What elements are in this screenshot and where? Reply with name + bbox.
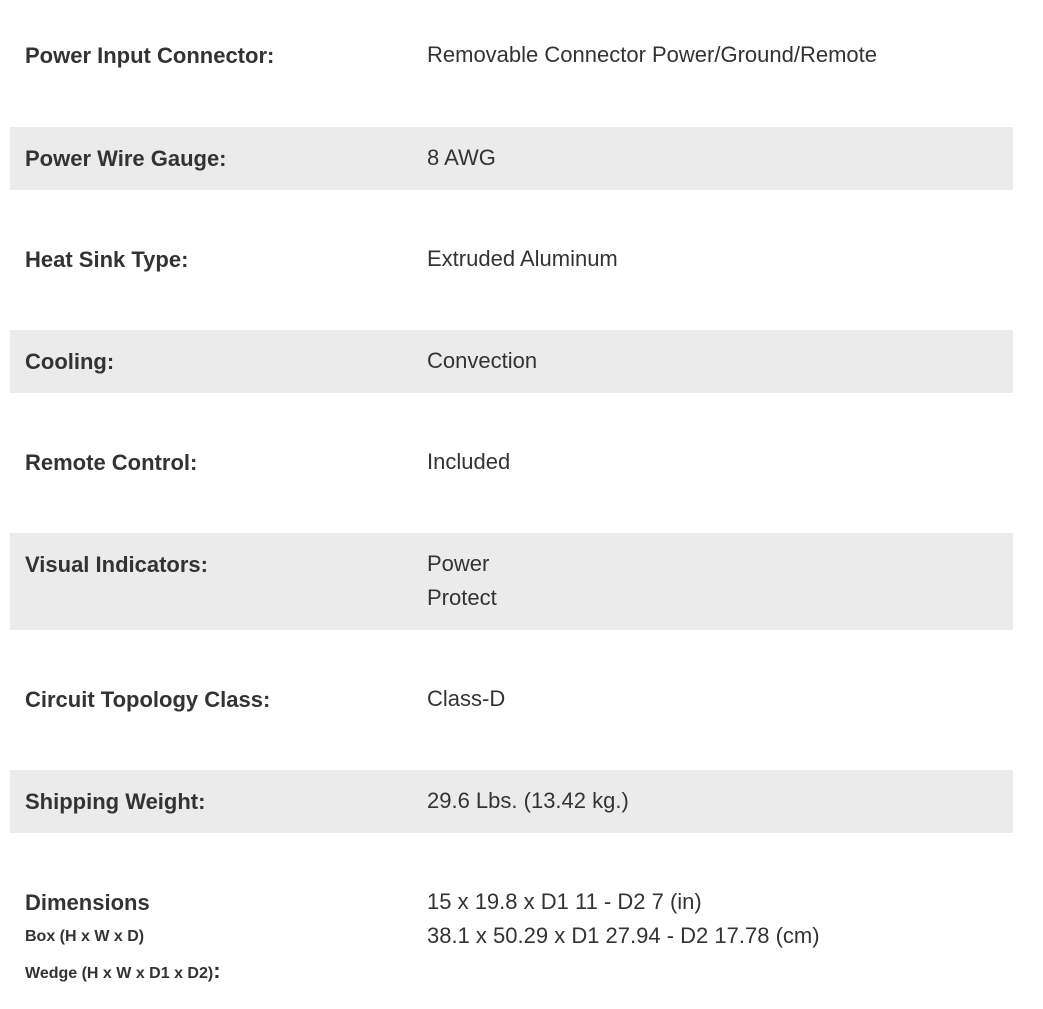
spec-row-visual-indicators <box>10 533 1013 630</box>
spec-row-circuit-topology-class <box>10 668 1013 732</box>
spec-value-list <box>427 547 497 615</box>
spec-value: Removable Connector Power/Ground/Remote <box>427 42 878 67</box>
spec-label-group <box>25 886 221 991</box>
spec-value: 38.1 x 50.29 x D1 27.94 - D2 17.78 (cm) <box>427 923 820 948</box>
spec-value: Power <box>427 551 490 576</box>
spec-label: Circuit Topology Class: <box>25 687 271 712</box>
spec-row-shipping-weight <box>10 770 1013 833</box>
spec-value: Class-D <box>427 686 506 711</box>
spec-row-power-input-connector <box>10 24 1013 88</box>
spec-label: Heat Sink Type: <box>25 247 189 272</box>
spec-row-dimensions <box>10 871 1013 1001</box>
spec-value: Convection <box>427 348 538 373</box>
spec-value: 8 AWG <box>427 145 496 170</box>
spec-sublabel-wedge <box>25 954 221 991</box>
spec-label: Dimensions <box>25 890 150 915</box>
spec-value: Extruded Aluminum <box>427 246 618 271</box>
spec-value: 15 x 19.8 x D1 11 - D2 7 (in) <box>427 889 702 914</box>
spec-label: Power Wire Gauge: <box>25 146 227 171</box>
spec-label-colon: : <box>213 958 221 983</box>
spec-value: 29.6 Lbs. (13.42 kg.) <box>427 788 629 813</box>
spec-sublabel-box: Box (H x W x D) <box>25 928 145 945</box>
spec-value: Included <box>427 449 511 474</box>
spec-sublabel-wedge-text: Wedge (H x W x D1 x D2) <box>25 965 214 982</box>
spec-label: Remote Control: <box>25 450 198 475</box>
spec-label: Visual Indicators: <box>25 552 208 577</box>
spec-label: Shipping Weight: <box>25 789 206 814</box>
spec-label: Power Input Connector: <box>25 43 275 68</box>
spec-label: Cooling: <box>25 349 115 374</box>
spec-value: Protect <box>427 585 497 610</box>
spec-row-cooling <box>10 330 1013 393</box>
spec-value-list <box>427 885 820 953</box>
spec-row-heat-sink-type <box>10 228 1013 292</box>
spec-row-power-wire-gauge <box>10 127 1013 190</box>
spec-row-remote-control <box>10 431 1013 495</box>
